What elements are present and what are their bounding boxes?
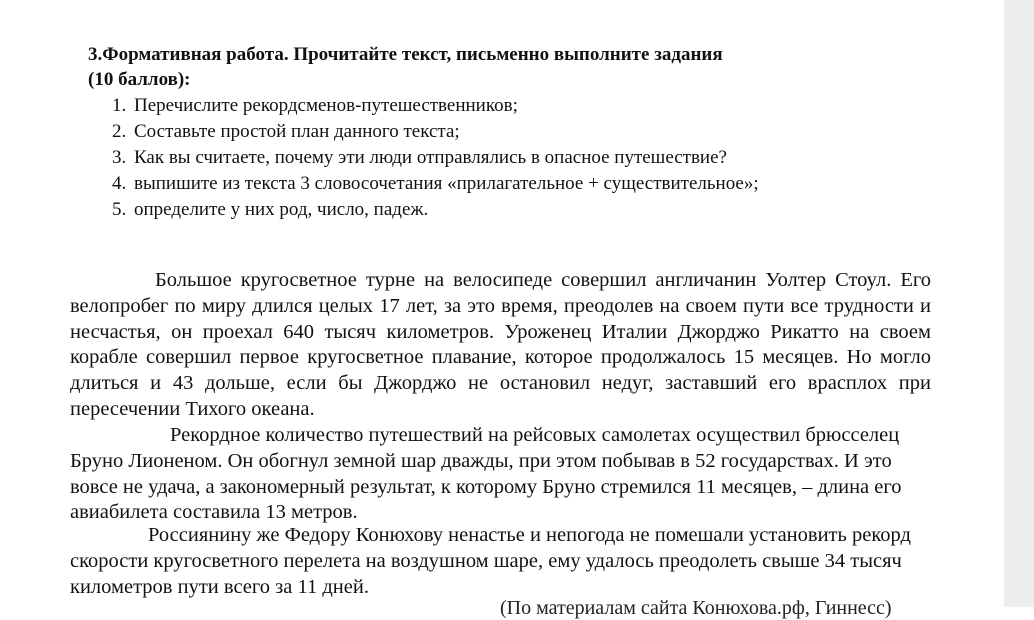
task-item [112, 145, 759, 171]
reading-paragraph-3: Россиянину же Федору Конюхову ненастье и непогода не помешали установить рекорд скорости кругосветного перелета на воздушном шаре, ему удалось преодолеть свыше 34 тысяч километров пути всего за 11 дней. [70, 524, 911, 598]
task-text: Как вы считаете, почему эти люди отправлялись в опасное путешествие? [134, 147, 727, 168]
reading-paragraph-2: Рекордное количество путешествий на рейсовых самолетах осуществил брюсселец Бруно Лионеном. Он обогнул земной шар дважды, при этом побывав в 52 государствах. И это вовсе не удача, а закономерный результат, к которому Бруно стремился 11 месяцев, – длина его авиабилета составила 13 метров. [70, 424, 902, 524]
task-number: 2. [112, 121, 127, 142]
assignment-title-line1: 3.Формативная работа. Прочитайте текст, письменно выполните задания [88, 44, 723, 65]
assignment-title-line2: (10 баллов): [88, 69, 191, 90]
task-text: определите у них род, число, падеж. [134, 199, 429, 220]
assignment-title [88, 42, 888, 92]
source-citation: (По материалам сайта Конюхова.рф, Гиннесс) [500, 597, 892, 619]
viewer-margin [1004, 0, 1034, 607]
task-number: 3. [112, 147, 127, 168]
task-item [112, 197, 759, 223]
task-number: 1. [112, 95, 127, 116]
task-item [112, 93, 759, 119]
task-list [112, 93, 759, 223]
task-number: 5. [112, 199, 127, 220]
reading-paragraph-1: Большое кругосветное турне на велосипеде совершил англичанин Уолтер Стоул. Его велопробег по миру длился целых 17 лет, за это время, преодолев на своем пути все трудности и несчастья, он проехал 640 тысяч километров. Уроженец Италии Джорджо Рикатто на своем корабле совершил первое кругосветное плавание, которое продолжалось 15 месяцев. Но могло длиться и 43 дольше, если бы Джорджо не остановил недуг, заставший его врасплох при пересечении Тихого океана. [70, 269, 931, 420]
task-item [112, 119, 759, 145]
task-item [112, 171, 759, 197]
task-text: Составьте простой план данного текста; [134, 121, 460, 142]
task-text: Перечислите рекордсменов-путешественников; [134, 95, 518, 116]
task-text: выпишите из текста 3 словосочетания «прилагательное + существительное»; [134, 173, 759, 194]
task-number: 4. [112, 173, 127, 194]
